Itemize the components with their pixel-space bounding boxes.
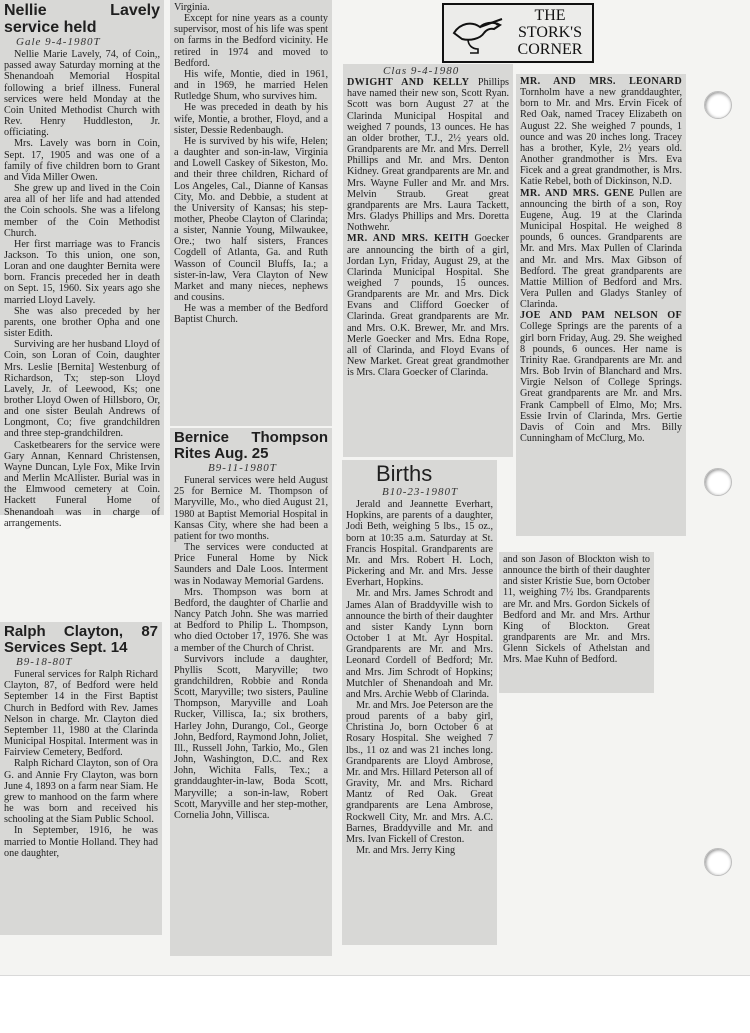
birth-notice-text: Tornholm have a new granddaughter, born to Mr. and Mrs. Ervin Ficek of Red Oak, named Tracey Elizabeth on August 22. She weighed 7 pounds, 1 ounce and was 20 inches long. Tracey has a brother, Kyle, 2½ years old. Another grandmother is Mrs. Eva Ficek and a great grandmother, is Mrs. Katie Rebel, both of Dickinson, N.D.: [520, 87, 682, 188]
paragraph: The services were conducted at Price Funeral Home by Nick Saunders and Dale Loos. Interment was in Nodaway Memorial Gardens.: [174, 542, 328, 587]
paragraph: Ralph Richard Clayton, son of Ora G. and Annie Fry Clayton, was born June 4, 1893 on a farm near Siam. He grew to manhood on the farm where he was born and received his schooling at the Siam Public School.: [4, 758, 158, 826]
births-column: [342, 460, 497, 945]
birth-notice-text: College Springs are the parents of a girl born Friday, Aug. 29. She weighed 8 pounds, 6 ounces. Her name is Trinity Rae. Grandparents are Mr. and Mrs. Bob Irvin of Blanchard and Mrs. Virgie Nelson of College Springs. Great grandparents are Mr. and Mrs. Frank Campbell of Elmo, Mo; Mrs. Essie Irvin of Clarinda, Mrs. Gertie Davis of Coin and Mrs. Billy Cunningham of McClurg, Mo.: [520, 321, 682, 444]
obituary-thompson-title: Bernice Thompson Rites Aug. 25: [174, 429, 328, 462]
stork-icon: [450, 13, 506, 57]
birth-notice: [347, 77, 509, 233]
paragraph: He was a member of the Bedford Baptist Church.: [174, 303, 328, 326]
storks-corner-column-2: [516, 74, 686, 536]
obituary-lavely: [0, 0, 164, 529]
paragraph: Survivors include a daughter, Phyllis Scott, Maryville; two grandchildren, Robbie and Ronda Scott, Maryville; two sisters, Pauline Thompson, Maryville and Loah Rucker, Villisca, Ia.; six brothers, Harley John, Durango, Col., George John, Bedford, Raymond John, Joliet, Ill., Russell John, Tarkio, Mo., Glen John, Washington, D.C. and Rex John, Wichita Falls, Tex.; a granddaughter-in-law, Boda Scott, Maryville; a son-in-law, Robert Scott, Maryville and her step-mother, Cornelia John, Villisca.: [174, 653, 328, 821]
birth-notice-lead: MR. AND MRS. KEITH: [347, 233, 469, 245]
handwritten-date: B9-18-80T: [16, 656, 73, 668]
paragraph: Virginia.: [174, 2, 210, 13]
births-body: [346, 499, 493, 856]
title-line: CORNER: [517, 41, 583, 58]
paragraph: Funeral services were held August 25 for Bernice M. Thompson of Maryville, Mo., who died August 21, 1980 at Baptist Memorial Hospital in Kansas City, where she had been a patient for two months.: [174, 475, 328, 542]
paragraph: Jerald and Jeannette Everhart, Hopkins, are parents of a daughter, Jodi Beth, weighing 5 lbs., 15 oz., born at 10:35 a.m. Saturday at St. Francis Hospital. Grandparents are Mr. and Mrs. Robert H. Loch, Pickering and Mr. and Mrs. Jesse Everhart, Hopkins.: [346, 499, 493, 589]
title-line: STORK'S: [518, 24, 582, 41]
obituary-clayton-continued-body: [174, 2, 328, 326]
birth-notice-text: Phillips have named their new son, Scott Ryan. Scott was born August 27 at the Clarinda Municipal Hospital and weighed 7 pounds, 13 ounces. He has an older brother, T.J., 2½ years old. Grandparents are Mr. and Mrs. Derrell Phillips and Mr. and Mrs. Denton Kidney. Great grandparents are Mr. and Mrs. Wayne Fuller and Mr. and Mrs. Melvin Straub. Great great grandparents are Mrs. Laura Tackett, Mrs. Gladys Phillips and Mrs. Doretta Nothwehr.: [347, 77, 510, 234]
paragraph: Mrs. Lavely was born in Coin, Sept. 17, 1905 and was one of a family of five children born to Grant and Vida Miller Owen.: [4, 138, 160, 183]
birth-notice-text: Goecker are announcing the birth of a girl, Jordan Lyn, Friday, August 29, at the Clarinda Municipal Hospital. She weighed 7 pounds, 15 ounces. Grandparents are Mr. and Mrs. Dick Evans and Clifford Goecker of Clarinda. Great grandparents are Mr. and Mrs. O.K. Brewer, Mr. and Mrs. Merle Goecker and Mrs. Edna Rope, all of Clarinda, and Floyd Evans of New Market. Great great grandmother is Mrs. Clara Goecker of Clarinda.: [347, 233, 509, 379]
obituary-clayton-body: [4, 669, 158, 859]
obituary-thompson-body: [174, 475, 328, 821]
birth-notice-lead: DWIGHT AND KELLY: [347, 77, 470, 89]
obituary-clayton-continued: [170, 0, 332, 426]
binder-hole: [704, 468, 732, 496]
paragraph: Mr. and Mrs. Joe Peterson are the proud parents of a baby girl, Christina Jo, born October 6 at Rosary Hospital. She weighed 7 lbs., 11 oz and was 21 inches long. Grandparents are Lloyd Ambrose, Mr. and Mrs. Hillard Peterson all of Gravity, Mr. and Mrs. Richard Mantz of Red Oak. Great grandparents are Lena Ambrose, Rockwell City, Mr. and Mrs. A.C. Barnes, Braddyville and Mr. and Mrs. Ivan Fickell of Creston.: [346, 699, 493, 845]
birth-notice-lead: JOE AND PAM NELSON OF: [520, 310, 682, 322]
obituary-lavely-title: Nellie Lavely service held: [4, 2, 160, 36]
birth-notice-lead: MR. AND MRS. LEONARD: [520, 76, 682, 87]
storks-corner-header: [442, 3, 594, 63]
obituary-clayton-title: Ralph Clayton, 87 Services Sept. 14: [4, 623, 158, 656]
birth-notice: [347, 233, 509, 378]
paragraph: Her first marriage was to Francis Jackson. To this union, one son, Loran and one daughter Bernita were born. Francis preceded her in death on Sept. 15, 1960. Six years ago she married Lloyd Lavely.: [4, 238, 160, 306]
obituary-thompson: [170, 428, 332, 956]
birth-notice-text: Pullen are announcing the birth of a son, Roy Eugene, Aug. 19 at the Clarinda Municipal Hospital. He weighed 8 pounds, 6 ounces. Grandparents are Mr. and Mrs. Max Pullen of Clarinda and Mr. and Mrs. Max Gibson of Bedford. The great grandparents are Mattie Million of Bedford and Mrs. Vera Pullen and Gladys Stanley of Clarinda.: [520, 187, 682, 311]
storks-corner-title: [510, 7, 590, 58]
paragraph: Surviving are her husband Lloyd of Coin, son Loran of Coin, daughter Mrs. Leslie [Bernita] Westenburg of Richardson, Tx; step-son Lloyd Lavely, Jr. of Leewood, Ks; one brother Lloyd Owen of Hillsboro, Or, and one sister Beulah Andrews of Longmont, Co; five grandchildren and three step-grandchildren.: [4, 339, 160, 440]
paragraph: He is survived by his wife, Helen; a daughter and son-in-law, Virginia and Lowell Caskey of Sikeston, Mo. and their three children, Richard of Los Angeles, Cal., Dianne of Kansas City, Mo. and Debbie, a student at the University of Kansas; his step-mother, Pheobe Clayton of Clarinda; a sister, Nannie Young, Milwaukee, Ore.; two half sisters, Frances Cogdell of Atlanta, Ga. and Ruth Wasson of Council Bluffs, Ia.; a sister-in-law, Vera Clayton of New Market and many nieces, nephews and cousins.: [174, 135, 328, 304]
birth-notice: [520, 76, 682, 188]
paragraph: He was preceded in death by his wife, Montie, a brother, Floyd, and a sister, Dessie Redenbaugh.: [174, 102, 328, 136]
obituary-clayton: [0, 622, 162, 935]
page-edge: [0, 975, 750, 976]
storks-corner-column-1: [343, 64, 513, 457]
handwritten-date: Clas 9-4-1980: [383, 65, 460, 77]
paragraph: Funeral services for Ralph Richard Clayton, 87, of Bedford were held September 14 in the First Baptist Church in Bedford with Rev. James Nelson in charge. Mr. Clayton died September 11, 1980 at the Clarinda Municipal Hospital. Interment was in Fairview Cemetery, Bedford.: [4, 669, 158, 759]
paragraph: His wife, Montie, died in 1961, and in 1969, he married Helen Rutledge Shum, who survives him.: [174, 68, 328, 103]
birth-notice: [520, 310, 682, 444]
obituary-lavely-body: [4, 49, 160, 529]
paragraph: Mr. and Mrs. Jerry King: [356, 845, 456, 856]
birth-notice-lead: MR. AND MRS. GENE: [520, 187, 635, 199]
paragraph: Mr. and Mrs. James Schrodt and James Alan of Braddyville wish to announce the birth of their daughter and sister Kandy Lynn born October 1 at Mt. Ayr Hospital. Grandparents are Mr. and Mrs. Leonard Cordell of Bedford; Mr. and Mrs. Jim Schrodt of Hopkins; Mutchler of Shenandoah and Mr. and Mrs. Archie Webb of Clarinda.: [346, 588, 493, 700]
handwritten-date: Gale 9-4-1980T: [16, 36, 101, 48]
paragraph: Casketbearers for the service were Gary Annan, Kennard Christensen, Wayne Duncan, Lyle Fox, Mike Irvin and Merlin McAllister. Burial was in the Elmwood cemetery at Coin. Hackett Funeral Home of Shenandoah was in charge of arrangements.: [4, 439, 160, 529]
binder-hole: [704, 91, 732, 119]
binder-hole: [704, 848, 732, 876]
paragraph: Mrs. Thompson was born at Bedford, the daughter of Charlie and Nancy Patch John. She was married at Bedford to Philip L. Thompson, who died October 17, 1976. She was a member of the Church of Christ.: [174, 586, 328, 654]
handwritten-date: B9-11-1980T: [208, 462, 277, 474]
birth-notice: [520, 188, 682, 311]
title-line: THE: [534, 7, 566, 24]
paragraph: Nellie Marie Lavely, 74, of Coin,, passed away Saturday morning at the Shenandoah Memorial Hospital following a brief illness. Funeral services were held Monday at the Coin United Methodist Church with Rev. Henry Huddleston, Jr. officiating.: [4, 49, 160, 139]
paragraph: Except for nine years as a county supervisor, most of his life was spent on farms in the Bedford vicinity. He retired in 1974 and moved to Bedford.: [174, 13, 328, 69]
paragraph: She grew up and lived in the Coin area all of her life and had attended the Coin schools. She was a lifelong member of the Coin Methodist Church.: [4, 183, 160, 239]
handwritten-date: B10-23-1980T: [382, 486, 459, 498]
births-continued: [499, 552, 654, 693]
paragraph: In September, 1916, he was married to Montie Holland. They had one daughter,: [4, 825, 158, 859]
paragraph: and son Jason of Blockton wish to announce the birth of their daughter and sister Kristie Sue, born October 11, weighing 7½ lbs. Grandparents are Mr. and Mrs. Gordon Sickels of Bedford and Mr. and Mrs. Arthur King of Blockton. Great grandparents are Mr. and Mrs. Glenn Sickels of Athelstan and Mrs. Mae Kuhn of Bedford.: [503, 554, 650, 666]
paragraph: She was also preceded by her parents, one brother Opha and one sister Edith.: [4, 305, 160, 340]
births-title: Births: [376, 461, 433, 486]
